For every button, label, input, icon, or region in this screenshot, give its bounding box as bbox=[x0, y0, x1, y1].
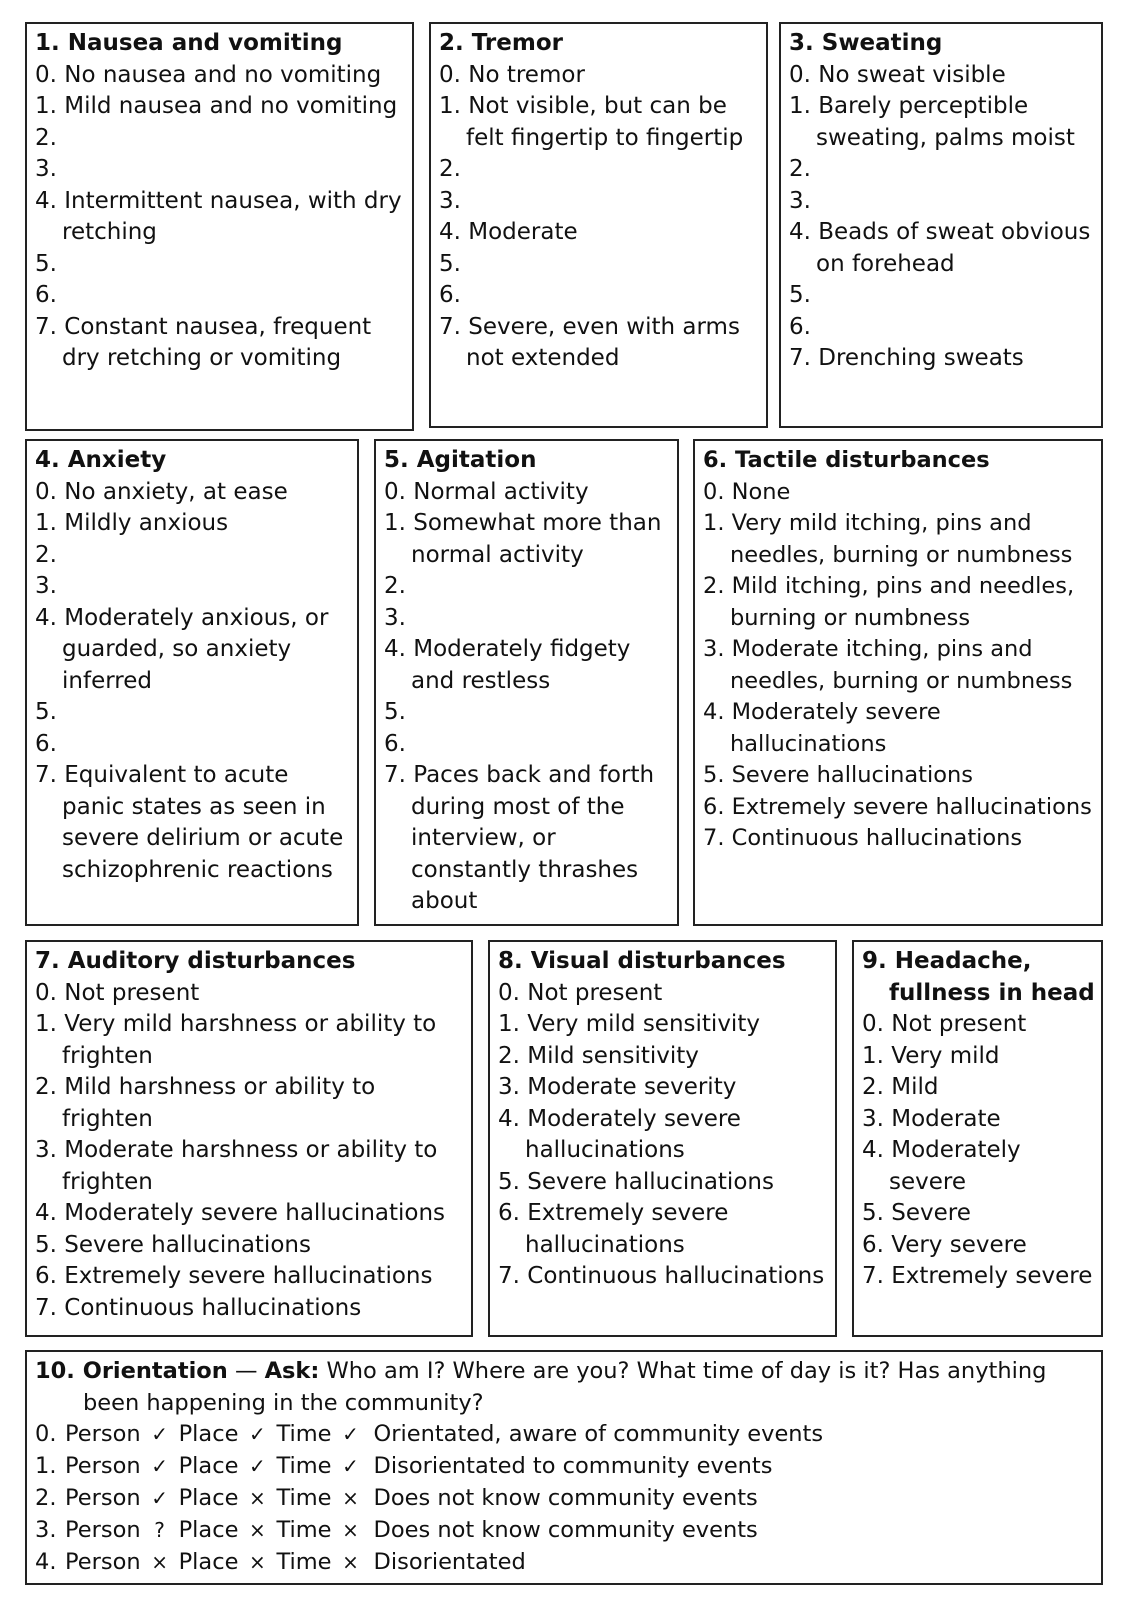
check-icon: ✓ bbox=[151, 1422, 168, 1447]
score-item: 7. Constant nausea, frequent dry retching or vomiting bbox=[35, 313, 372, 371]
score-item: 7. Drenching sweats bbox=[789, 345, 1024, 371]
score-item: 0. No tremor bbox=[439, 61, 585, 88]
score-item: 0. No nausea and no vomiting bbox=[35, 61, 382, 88]
score-item: 7. Extremely severe bbox=[862, 1263, 1093, 1289]
check-icon: ✓ bbox=[151, 1454, 168, 1479]
score-item: 0. Not present bbox=[862, 1011, 1027, 1037]
score-item: 2. bbox=[35, 541, 57, 568]
score-item: 3. Moderate bbox=[862, 1105, 1001, 1132]
cross-icon: × bbox=[342, 1518, 359, 1543]
score-item: 4. Moderate bbox=[439, 219, 578, 245]
score-item: 1. Somewhat more than normal activity bbox=[384, 510, 662, 568]
score-item: 5. bbox=[384, 699, 406, 725]
score-item: 3. Moderate severity bbox=[498, 1074, 737, 1100]
score-item: 2. bbox=[384, 573, 406, 599]
section-title: 1. Nausea and vomiting bbox=[35, 30, 343, 56]
section-nausea-vomiting bbox=[25, 22, 414, 431]
score-item: 2. Mild itching, pins and needles, burning or numbness bbox=[703, 573, 1075, 631]
section-title: 6. Tactile disturbances bbox=[703, 447, 990, 473]
score-item: 1. Very mild sensitivity bbox=[498, 1011, 760, 1037]
orientation-row bbox=[35, 1451, 1095, 1483]
orientation-row bbox=[35, 1515, 1095, 1547]
question-mark-icon: ? bbox=[154, 1518, 165, 1543]
score-item: 7. Severe, even with arms not extended bbox=[439, 313, 740, 371]
row-description: Disorientated to community events bbox=[373, 1453, 773, 1480]
score-item: 4. Moderately severe hallucinations bbox=[498, 1105, 741, 1163]
row-number: 2. bbox=[35, 1485, 57, 1512]
row-description: Orientated, aware of community events bbox=[373, 1421, 824, 1448]
check-icon: ✓ bbox=[249, 1454, 266, 1479]
score-item: 6. bbox=[789, 313, 811, 340]
section-title: 4. Anxiety bbox=[35, 447, 167, 473]
time-label: Time bbox=[276, 1453, 332, 1480]
orientation-row bbox=[35, 1483, 1095, 1515]
score-item: 7. Paces back and forth during most of the interview, or constantly thrashes about bbox=[384, 762, 655, 914]
score-item: 7. Continuous hallucinations bbox=[703, 825, 1023, 851]
person-label: Person bbox=[65, 1517, 141, 1544]
row-number: 3. bbox=[35, 1517, 57, 1544]
title-dash: — bbox=[234, 1358, 258, 1384]
score-item: 0. No sweat visible bbox=[789, 61, 1006, 88]
score-item: 2. Mild sensitivity bbox=[498, 1042, 699, 1069]
score-item: 4. Moderately fidgety and restless bbox=[384, 636, 631, 694]
score-item: 4. Moderately anxious, or guarded, so anxiety inferred bbox=[35, 604, 329, 694]
score-item: 6. bbox=[384, 730, 406, 757]
score-item: 5. bbox=[439, 250, 461, 277]
cross-icon: × bbox=[249, 1486, 266, 1511]
orientation-row bbox=[35, 1547, 1095, 1579]
row-number: 0. bbox=[35, 1421, 57, 1448]
score-item: 6. Very severe bbox=[862, 1231, 1027, 1258]
score-item: 1. Mild nausea and no vomiting bbox=[35, 93, 398, 119]
row-number: 1. bbox=[35, 1453, 57, 1480]
row-description: Does not know community events bbox=[373, 1517, 758, 1544]
score-item: 5. bbox=[35, 250, 57, 277]
ask-label: Ask: bbox=[264, 1358, 320, 1384]
score-item: 4. Moderately severe hallucinations bbox=[35, 1200, 446, 1226]
score-item: 6. Extremely severe hallucinations bbox=[35, 1263, 433, 1289]
score-item: 2. Mild harshness or ability to frighten bbox=[35, 1074, 376, 1132]
check-icon: ✓ bbox=[342, 1454, 359, 1479]
person-label: Person bbox=[65, 1453, 141, 1480]
section-title: 9. Headache, fullness in head bbox=[862, 948, 1095, 1006]
score-item: 0. No anxiety, at ease bbox=[35, 478, 288, 505]
time-label: Time bbox=[276, 1485, 332, 1512]
score-item: 4. Moderately severe bbox=[862, 1137, 1021, 1195]
score-item: 6. bbox=[35, 730, 57, 757]
score-item: 3. bbox=[35, 573, 57, 599]
score-item: 0. Not present bbox=[498, 979, 663, 1006]
score-item: 6. Extremely severe hallucinations bbox=[703, 793, 1092, 820]
score-item: 1. Barely perceptible sweating, palms moist bbox=[789, 93, 1075, 151]
section-visual-disturbances bbox=[488, 940, 837, 1337]
time-label: Time bbox=[276, 1517, 332, 1544]
score-item: 5. Severe hallucinations bbox=[498, 1168, 774, 1195]
person-label: Person bbox=[65, 1485, 141, 1512]
score-item: 5. Severe hallucinations bbox=[35, 1231, 311, 1258]
score-item: 7. Equivalent to acute panic states as seen in severe delirium or acute schizophrenic reactions bbox=[35, 762, 344, 883]
score-item: 7. Continuous hallucinations bbox=[498, 1263, 825, 1289]
section-title: 3. Sweating bbox=[789, 30, 943, 56]
score-item: 6. bbox=[439, 282, 461, 308]
score-item: 3. bbox=[35, 156, 57, 182]
score-item: 3. bbox=[439, 187, 461, 214]
score-item: 0. Not present bbox=[35, 979, 200, 1006]
score-item: 1. Very mild itching, pins and needles, burning or numbness bbox=[703, 510, 1073, 568]
score-item: 3. bbox=[384, 604, 406, 631]
score-item: 4. Moderately severe hallucinations bbox=[703, 699, 941, 757]
score-item: 3. Moderate itching, pins and needles, burning or numbness bbox=[703, 636, 1073, 694]
cross-icon: × bbox=[342, 1486, 359, 1511]
time-label: Time bbox=[276, 1549, 332, 1576]
cross-icon: × bbox=[151, 1550, 168, 1575]
score-item: 2. Mild bbox=[862, 1074, 939, 1100]
score-item: 4. Beads of sweat obvious on forehead bbox=[789, 219, 1091, 277]
question-text: Who am I? Where are you? What time of day is it? Has anything been happening in the community? bbox=[83, 1358, 1047, 1416]
section-tremor bbox=[429, 22, 768, 428]
check-icon: ✓ bbox=[151, 1486, 168, 1511]
score-item: 6. bbox=[35, 282, 57, 308]
score-item: 2. bbox=[35, 124, 57, 151]
section-title: 8. Visual disturbances bbox=[498, 948, 786, 974]
score-item: 6. Extremely severe hallucinations bbox=[498, 1200, 729, 1258]
score-item: 2. bbox=[439, 156, 461, 182]
section-sweating bbox=[779, 22, 1103, 428]
row-description: Does not know community events bbox=[373, 1485, 758, 1512]
person-label: Person bbox=[65, 1549, 141, 1576]
section-title: 2. Tremor bbox=[439, 30, 563, 56]
section-title: 10. Orientation bbox=[35, 1358, 228, 1384]
score-item: 1. Not visible, but can be felt fingertip to fingertip bbox=[439, 93, 744, 151]
score-item: 5. bbox=[35, 699, 57, 725]
score-item: 4. Intermittent nausea, with dry retching bbox=[35, 187, 402, 245]
score-item: 1. Very mild harshness or ability to frighten bbox=[35, 1011, 437, 1069]
row-description: Disorientated bbox=[373, 1549, 526, 1576]
score-item: 2. bbox=[789, 156, 811, 182]
cross-icon: × bbox=[342, 1550, 359, 1575]
place-label: Place bbox=[178, 1549, 239, 1576]
score-item: 1. Very mild bbox=[862, 1042, 1000, 1069]
time-label: Time bbox=[276, 1421, 332, 1448]
section-title: 7. Auditory disturbances bbox=[35, 948, 356, 974]
score-item: 3. Moderate harshness or ability to frighten bbox=[35, 1137, 438, 1195]
score-item: 3. bbox=[789, 187, 811, 214]
place-label: Place bbox=[178, 1485, 239, 1512]
cross-icon: × bbox=[249, 1550, 266, 1575]
score-item: 5. Severe hallucinations bbox=[703, 762, 973, 788]
score-item: 0. Normal activity bbox=[384, 478, 589, 505]
section-anxiety bbox=[25, 439, 359, 926]
section-headache bbox=[852, 940, 1103, 1337]
score-item: 0. None bbox=[703, 478, 791, 505]
check-icon: ✓ bbox=[249, 1422, 266, 1447]
score-item: 1. Mildly anxious bbox=[35, 510, 229, 536]
check-icon: ✓ bbox=[342, 1422, 359, 1447]
place-label: Place bbox=[178, 1421, 239, 1448]
section-tactile-disturbances bbox=[693, 439, 1103, 926]
orientation-row bbox=[35, 1419, 1095, 1451]
score-item: 5. Severe bbox=[862, 1200, 971, 1226]
person-label: Person bbox=[65, 1421, 141, 1448]
score-item: 5. bbox=[789, 282, 811, 308]
orientation-question bbox=[35, 1356, 1095, 1419]
section-auditory-disturbances bbox=[25, 940, 473, 1337]
cross-icon: × bbox=[249, 1518, 266, 1543]
section-orientation bbox=[25, 1350, 1103, 1585]
row-number: 4. bbox=[35, 1549, 57, 1576]
score-item: 7. Continuous hallucinations bbox=[35, 1294, 362, 1321]
place-label: Place bbox=[178, 1453, 239, 1480]
section-title: 5. Agitation bbox=[384, 447, 537, 473]
section-agitation bbox=[374, 439, 679, 926]
place-label: Place bbox=[178, 1517, 239, 1544]
